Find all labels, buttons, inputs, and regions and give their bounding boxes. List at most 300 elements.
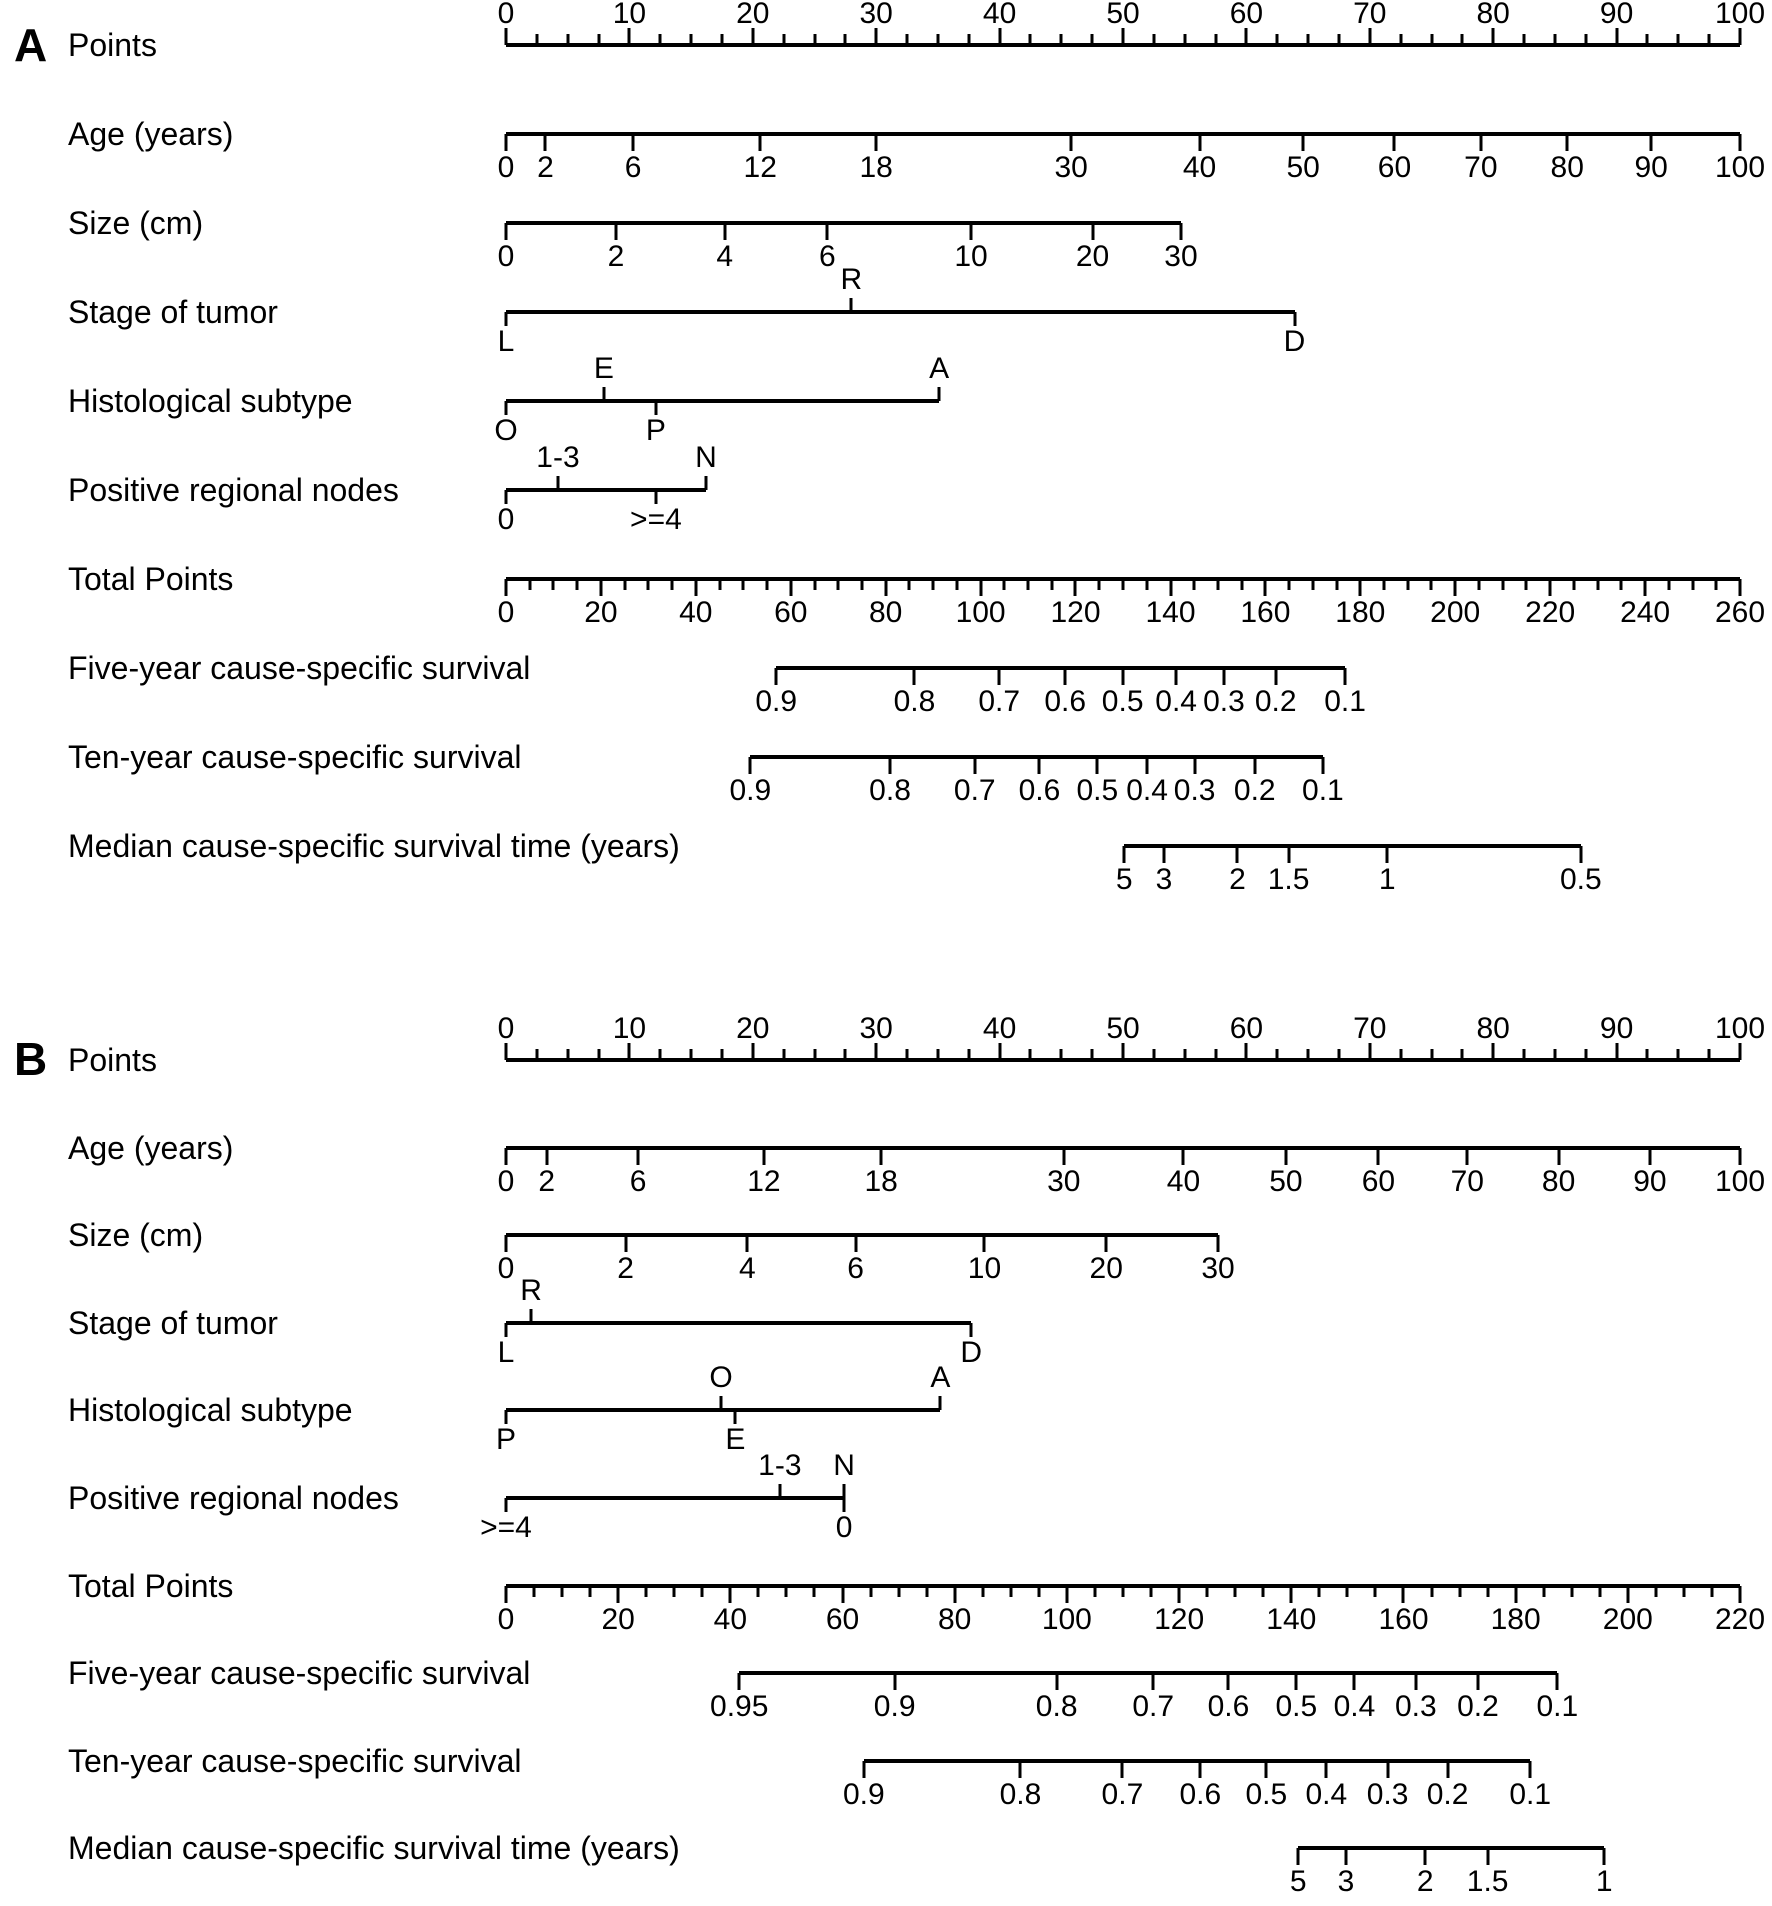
tick <box>1284 1148 1287 1165</box>
tick <box>1152 1049 1155 1060</box>
row-histology <box>0 1361 1772 1461</box>
tick <box>729 1586 732 1603</box>
tick-label: 0.7 <box>1132 1690 1175 1724</box>
tick-label: 90 <box>1599 1012 1634 1045</box>
tick <box>1302 134 1305 151</box>
row-median_survival <box>0 801 1772 897</box>
tick <box>659 1049 662 1060</box>
tick <box>1274 668 1277 685</box>
tick <box>880 1148 883 1165</box>
tick <box>843 1498 846 1512</box>
tick <box>1321 757 1324 774</box>
tick-label: 0.6 <box>1044 685 1087 718</box>
row-points <box>0 0 1772 96</box>
tick-label: 10 <box>954 240 988 273</box>
tick-label: 20 <box>736 1012 770 1045</box>
tick-label: 12 <box>743 151 777 184</box>
tick <box>789 579 792 596</box>
tick-label: 220 <box>1525 596 1576 629</box>
tick <box>528 579 531 590</box>
tick <box>1062 1148 1065 1165</box>
tick <box>505 1410 508 1424</box>
tick-label: 160 <box>1240 596 1291 629</box>
tick-label: 20 <box>1089 1252 1123 1286</box>
tick <box>778 1484 781 1498</box>
tick-label: 0.5 <box>1275 1690 1318 1724</box>
tick-label: 0 <box>497 503 515 536</box>
tick-label: 40 <box>982 1012 1017 1045</box>
tick-label: 50 <box>1269 1164 1303 1198</box>
tick-label: 20 <box>601 1602 635 1636</box>
tick <box>734 1410 737 1424</box>
tick-label: 0.8 <box>999 1777 1042 1811</box>
row-label-ten_year: Ten-year cause-specific survival <box>68 1742 522 1779</box>
row-label-ten_year: Ten-year cause-specific survival <box>68 739 522 775</box>
row-label-nodes: Positive regional nodes <box>68 472 399 508</box>
tick-label: 1.5 <box>1267 863 1310 896</box>
tick <box>906 34 909 45</box>
tick <box>746 1235 749 1252</box>
tick <box>1029 34 1032 45</box>
tick <box>505 134 508 151</box>
tick <box>1646 1049 1649 1060</box>
axis-line-age <box>506 132 1740 136</box>
tick <box>1287 846 1290 863</box>
tick <box>1584 1049 1587 1060</box>
axis-size <box>497 1190 1235 1286</box>
tick <box>884 579 887 596</box>
tick <box>1739 134 1742 151</box>
tick-label: 80 <box>1476 0 1510 30</box>
tick <box>505 1586 508 1603</box>
tick <box>1383 579 1386 590</box>
axis-stage <box>497 1273 983 1374</box>
tick-label: 20 <box>736 0 770 30</box>
tick <box>1572 579 1575 590</box>
tick <box>1359 579 1362 596</box>
tick <box>738 1673 741 1690</box>
tick-label: 40 <box>982 0 1017 30</box>
tick <box>615 223 618 240</box>
tick <box>671 579 674 590</box>
tick <box>535 34 538 45</box>
tick <box>1598 1586 1601 1597</box>
tick-label: 0.8 <box>869 774 911 807</box>
tick <box>913 668 916 685</box>
row-label-size: Size (cm) <box>68 1217 204 1254</box>
tick <box>1019 1761 1022 1778</box>
tick <box>624 1235 627 1252</box>
tick <box>1175 668 1178 685</box>
tick <box>1214 1049 1217 1060</box>
tick <box>1169 579 1172 596</box>
tick <box>1276 1049 1279 1060</box>
axis-age <box>497 89 1766 185</box>
tick-label: 240 <box>1620 596 1671 629</box>
row-total_points <box>0 534 1772 630</box>
tick-label: 0 <box>835 1511 853 1544</box>
tick <box>775 668 778 685</box>
tick-label: 0.2 <box>1426 1777 1469 1811</box>
tick <box>837 579 840 590</box>
tick <box>897 1586 900 1597</box>
tick <box>561 1586 564 1597</box>
tick-label: 0.7 <box>953 774 996 807</box>
tick <box>556 476 559 490</box>
tick <box>1667 579 1670 590</box>
tick <box>1074 579 1077 596</box>
tick <box>973 757 976 774</box>
tick <box>659 34 662 45</box>
tick-label: 4 <box>739 1252 756 1286</box>
tick-label: L <box>497 1335 515 1369</box>
row-label-age: Age (years) <box>68 116 234 152</box>
tick <box>1193 579 1196 590</box>
tick-label: 0.9 <box>843 1777 885 1811</box>
tick <box>1430 1049 1433 1060</box>
axis-total_points <box>497 1541 1766 1637</box>
tick <box>1337 34 1340 45</box>
tick <box>813 1586 816 1597</box>
tick <box>645 1586 648 1597</box>
tick <box>1691 579 1694 590</box>
row-five_year <box>0 1628 1772 1724</box>
tick <box>1206 1586 1209 1597</box>
tick-label: 60 <box>1229 1012 1264 1045</box>
tick-label: 2 <box>617 1252 634 1286</box>
row-label-stage: Stage of tumor <box>68 1304 278 1341</box>
tick <box>1037 1586 1040 1597</box>
tick <box>1182 1148 1185 1165</box>
tick-label: 60 <box>1229 0 1264 30</box>
tick-label: 0.6 <box>1207 1690 1250 1724</box>
row-stage <box>0 263 1772 363</box>
tick <box>843 1484 846 1498</box>
tick-label: 70 <box>1353 0 1387 30</box>
tick <box>1682 1586 1685 1597</box>
tick-label: O <box>494 414 518 447</box>
tick-label: D <box>960 1335 983 1369</box>
tick <box>535 1049 538 1060</box>
tick-label: 80 <box>937 1602 972 1636</box>
tick-label: P <box>495 1423 517 1457</box>
tick <box>1122 1586 1125 1597</box>
tick <box>1553 1049 1556 1060</box>
tick <box>1486 1586 1489 1597</box>
tick <box>545 1148 548 1165</box>
tick <box>1065 1586 1068 1603</box>
tick <box>1406 579 1409 590</box>
tick <box>932 579 935 590</box>
tick <box>1318 1586 1321 1597</box>
tick <box>1486 1848 1489 1865</box>
tick <box>998 668 1001 685</box>
tick <box>505 1323 508 1337</box>
tick <box>813 1049 816 1060</box>
tick <box>1399 1049 1402 1060</box>
tick-label: 0 <box>497 0 515 30</box>
tick-label: 12 <box>747 1164 781 1198</box>
row-label-histology: Histological subtype <box>68 383 353 419</box>
tick-label: 10 <box>967 1252 1002 1286</box>
tick-label: 90 <box>1633 1164 1667 1198</box>
tick <box>889 757 892 774</box>
tick <box>1091 1049 1094 1060</box>
tick <box>1584 34 1587 45</box>
tick <box>749 757 752 774</box>
panel-letter-a: A <box>14 19 48 71</box>
axis-line-histology <box>506 1408 940 1412</box>
tick-label: 0.4 <box>1155 685 1197 718</box>
tick <box>1027 579 1030 590</box>
tick <box>1620 579 1623 590</box>
tick <box>1399 34 1402 45</box>
tick <box>505 1235 508 1252</box>
tick-label: 20 <box>1075 240 1110 273</box>
tick <box>1055 1673 1058 1690</box>
tick-label: 0.3 <box>1366 1777 1409 1811</box>
tick <box>1414 1673 1417 1690</box>
tick <box>955 579 958 590</box>
tick <box>1677 1049 1680 1060</box>
tick-label: 140 <box>1145 596 1196 629</box>
tick <box>782 34 785 45</box>
tick-label: 0.95 <box>710 1690 769 1724</box>
tick-label: 0.3 <box>1203 685 1245 718</box>
tick <box>1386 1761 1389 1778</box>
tick-label: 100 <box>955 596 1006 629</box>
tick <box>1739 1586 1742 1603</box>
tick-label: 40 <box>1182 151 1217 184</box>
tick <box>1566 134 1569 151</box>
tick <box>1293 312 1296 326</box>
tick <box>720 1396 723 1410</box>
row-ten_year <box>0 712 1772 808</box>
tick <box>1307 1049 1310 1060</box>
tick <box>1060 34 1063 45</box>
tick-label: 0.7 <box>1101 1777 1144 1811</box>
tick <box>1479 134 1482 151</box>
tick-label: 2 <box>607 240 625 273</box>
tick-label: 50 <box>1286 151 1320 184</box>
tick <box>1214 34 1217 45</box>
row-label-points: Points <box>68 27 157 63</box>
row-points <box>0 1012 1772 1111</box>
tick-label: 160 <box>1378 1602 1429 1636</box>
tick <box>850 298 853 312</box>
tick-label: 0.4 <box>1305 1777 1348 1811</box>
tick <box>854 1235 857 1252</box>
row-label-total_points: Total Points <box>68 561 234 597</box>
tick-label: 200 <box>1430 596 1481 629</box>
tick <box>530 1309 533 1323</box>
tick <box>1264 579 1267 596</box>
axis-line-stage <box>506 310 1295 314</box>
tick <box>533 1586 536 1597</box>
tick <box>893 1673 896 1690</box>
tick-label: E <box>725 1423 746 1457</box>
tick-label: R <box>840 263 863 296</box>
tick-label: 2 <box>1229 863 1246 896</box>
tick-label: 0 <box>497 1164 515 1198</box>
tick <box>1105 1235 1108 1252</box>
axis-median_survival <box>1289 1803 1613 1899</box>
axis-line-size <box>506 221 1181 225</box>
tick-label: 5 <box>1115 863 1133 896</box>
tick <box>908 579 911 590</box>
tick <box>1461 1049 1464 1060</box>
tick-label: E <box>593 352 614 385</box>
tick <box>1654 1586 1657 1597</box>
tick <box>505 312 508 326</box>
tick <box>1253 757 1256 774</box>
row-label-nodes: Positive regional nodes <box>68 1480 399 1516</box>
tick <box>1542 1586 1545 1597</box>
tick <box>1549 579 1552 596</box>
tick-label: 0.2 <box>1254 685 1297 718</box>
tick-label: 70 <box>1464 151 1498 184</box>
tick-label: 80 <box>1541 1164 1576 1198</box>
tick-label: 18 <box>859 151 893 184</box>
tick <box>617 1586 620 1603</box>
axis-total_points <box>497 534 1766 630</box>
tick-label: 0.3 <box>1394 1690 1437 1724</box>
tick <box>742 579 745 590</box>
axis-line-five_year <box>776 666 1345 670</box>
tick <box>637 1148 640 1165</box>
tick-label: 120 <box>1050 596 1101 629</box>
tick-label: R <box>520 1273 542 1307</box>
tick <box>813 579 816 590</box>
tick-label: >=4 <box>630 503 682 536</box>
axis-points <box>497 1012 1766 1111</box>
tick-label: 260 <box>1714 596 1766 629</box>
tick <box>1183 34 1186 45</box>
tick <box>694 579 697 596</box>
tick-label: 60 <box>825 1602 860 1636</box>
axis-line-ten_year <box>864 1759 1530 1763</box>
row-histology <box>0 352 1772 452</box>
tick-label: 200 <box>1602 1602 1653 1636</box>
tick-label: 0.5 <box>1245 1777 1288 1811</box>
tick-label: 6 <box>624 151 642 184</box>
tick <box>1402 1586 1405 1603</box>
tick <box>1295 1673 1298 1690</box>
row-total_points <box>0 1541 1772 1637</box>
tick <box>1557 1148 1560 1165</box>
tick-label: 50 <box>1106 0 1140 30</box>
tick-label: 0.2 <box>1233 774 1276 807</box>
tick <box>505 1148 508 1165</box>
tick-label: 0.3 <box>1173 774 1216 807</box>
tick-label: 40 <box>713 1602 748 1636</box>
tick-label: 180 <box>1335 596 1386 629</box>
tick-label: 70 <box>1450 1164 1484 1198</box>
row-size <box>0 178 1772 274</box>
axis-ten_year <box>843 1716 1552 1812</box>
tick-label: 100 <box>1714 1012 1766 1045</box>
tick <box>505 490 508 504</box>
tick-label: 3 <box>1155 863 1173 896</box>
tick <box>1476 1673 1479 1690</box>
tick <box>782 1049 785 1060</box>
tick-label: 0 <box>497 240 515 273</box>
tick-label: 0.1 <box>1536 1690 1579 1724</box>
tick <box>1091 34 1094 45</box>
axis-histology <box>494 352 950 452</box>
row-stage <box>0 1273 1772 1374</box>
tick <box>1430 579 1433 590</box>
tick-label: P <box>645 414 666 447</box>
tick <box>1178 1586 1181 1603</box>
tick <box>841 1586 844 1603</box>
axis-line-ten_year <box>750 755 1323 759</box>
tick <box>566 34 569 45</box>
tick <box>654 490 657 504</box>
tick <box>1162 846 1165 863</box>
axis-line-stage <box>506 1321 971 1325</box>
tick <box>981 1586 984 1597</box>
tick <box>1096 757 1099 774</box>
tick <box>1325 1761 1328 1778</box>
tick <box>1477 579 1480 590</box>
tick <box>936 1049 939 1060</box>
tick <box>844 34 847 45</box>
tick-label: 80 <box>1550 151 1584 184</box>
tick-label: 0.2 <box>1457 1690 1499 1724</box>
tick <box>701 1586 704 1597</box>
tick <box>1739 579 1742 596</box>
tick <box>1093 1586 1096 1597</box>
tick <box>1386 846 1389 863</box>
tick <box>1424 1848 1427 1865</box>
tick <box>1466 1148 1469 1165</box>
tick-label: 0.5 <box>1559 863 1602 896</box>
tick-label: 6 <box>818 240 836 273</box>
axis-line-age <box>506 1146 1740 1150</box>
axis-nodes <box>497 441 717 541</box>
tick <box>597 1049 600 1060</box>
tick <box>1708 34 1711 45</box>
tick <box>1262 1586 1265 1597</box>
tick <box>1240 579 1243 590</box>
tick <box>925 1586 928 1597</box>
tick <box>1123 846 1126 863</box>
tick <box>967 1049 970 1060</box>
tick-label: 0.4 <box>1126 774 1168 807</box>
tick <box>505 579 508 596</box>
tick-label: 2 <box>537 151 554 184</box>
tick-label: 30 <box>1054 151 1088 184</box>
row-median_survival <box>0 1803 1772 1899</box>
tick <box>1276 34 1279 45</box>
tick <box>505 223 508 240</box>
tick <box>505 1498 508 1512</box>
tick <box>1650 134 1653 151</box>
tick <box>1121 1761 1124 1778</box>
tick <box>1579 846 1582 863</box>
tick-label: N <box>695 441 717 474</box>
tick-label: 5 <box>1289 1865 1307 1899</box>
tick <box>1217 1235 1220 1252</box>
tick-label: 1-3 <box>536 441 580 474</box>
tick-label: 30 <box>1201 1252 1235 1286</box>
tick-label: 0.5 <box>1101 685 1144 718</box>
tick <box>602 387 605 401</box>
tick <box>597 34 600 45</box>
tick-label: 0.8 <box>893 685 936 718</box>
tick <box>936 34 939 45</box>
